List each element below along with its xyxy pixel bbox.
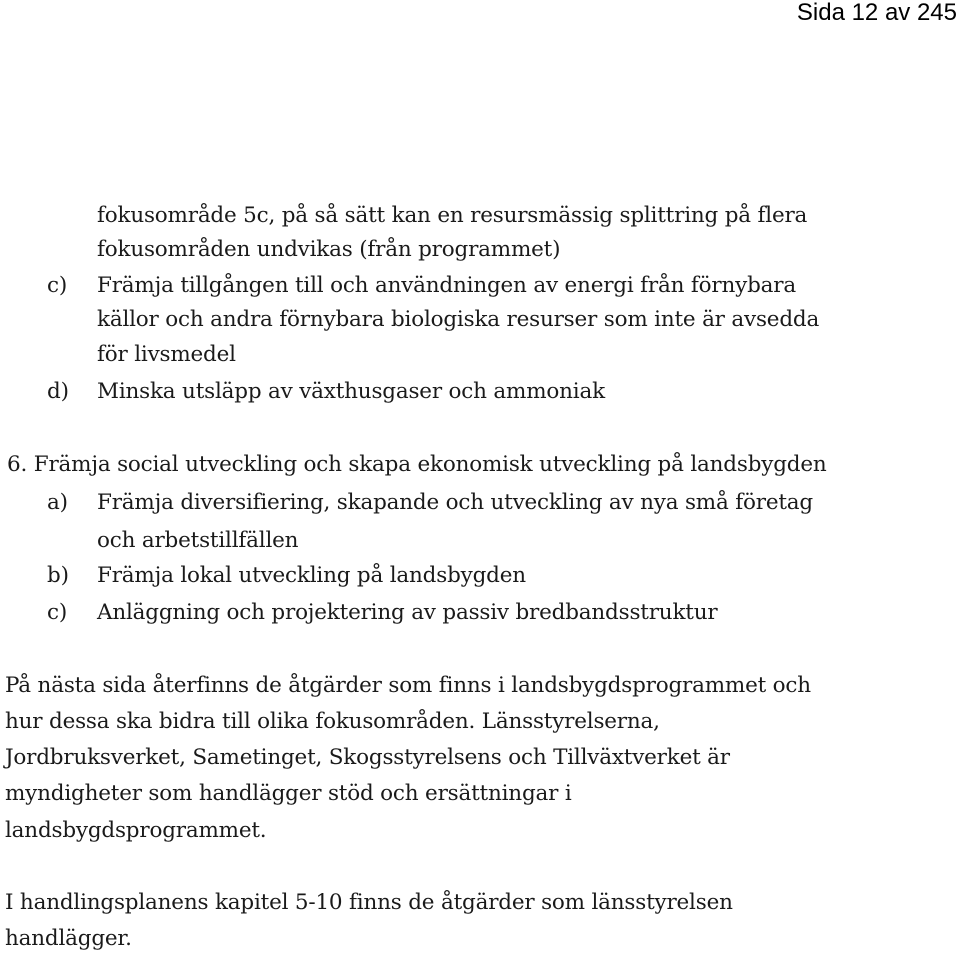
paragraph-line: hur dessa ska bidra till olika fokusområden. Länsstyrelserna,: [5, 709, 660, 734]
continuation-line: fokusområden undvikas (från programmet): [97, 237, 561, 262]
paragraph-line: landsbygdsprogrammet.: [5, 818, 267, 843]
list-item-text: Anläggning och projektering av passiv bredbandsstruktur: [97, 600, 718, 625]
list-item-text: Främja lokal utveckling på landsbygden: [97, 563, 526, 588]
list-item-text: för livsmedel: [97, 342, 236, 367]
page-number-label: Sida 12 av 245: [796, 0, 957, 26]
list-item-text: och arbetstillfällen: [97, 528, 299, 553]
list-item-text: källor och andra förnybara biologiska resurser som inte är avsedda: [97, 307, 820, 332]
paragraph-line: På nästa sida återfinns de åtgärder som finns i landsbygdsprogrammet och: [5, 673, 811, 698]
paragraph-line: I handlingsplanens kapitel 5-10 finns de åtgärder som länsstyrelsen: [5, 890, 733, 915]
list-item-text: Främja diversifiering, skapande och utveckling av nya små företag: [97, 490, 813, 515]
list-item-label: b): [47, 563, 69, 588]
list-item-label: a): [47, 490, 68, 515]
continuation-line: fokusområde 5c, på så sätt kan en resursmässig splittring på flera: [97, 203, 808, 228]
list-item-text: Främja tillgången till och användningen av energi från förnybara: [97, 273, 796, 298]
list-item-text: Minska utsläpp av växthusgaser och ammoniak: [97, 379, 605, 404]
paragraph-line: Jordbruksverket, Sametinget, Skogsstyrelsens och Tillväxtverket är: [5, 745, 730, 770]
list-item-label: c): [47, 600, 68, 625]
priority-heading: 6. Främja social utveckling och skapa ekonomisk utveckling på landsbygden: [7, 452, 827, 477]
list-item-label: c): [47, 273, 68, 298]
list-item-label: d): [47, 379, 69, 404]
paragraph-line: myndigheter som handlägger stöd och ersättningar i: [5, 781, 572, 806]
paragraph-line: handlägger.: [5, 926, 132, 951]
